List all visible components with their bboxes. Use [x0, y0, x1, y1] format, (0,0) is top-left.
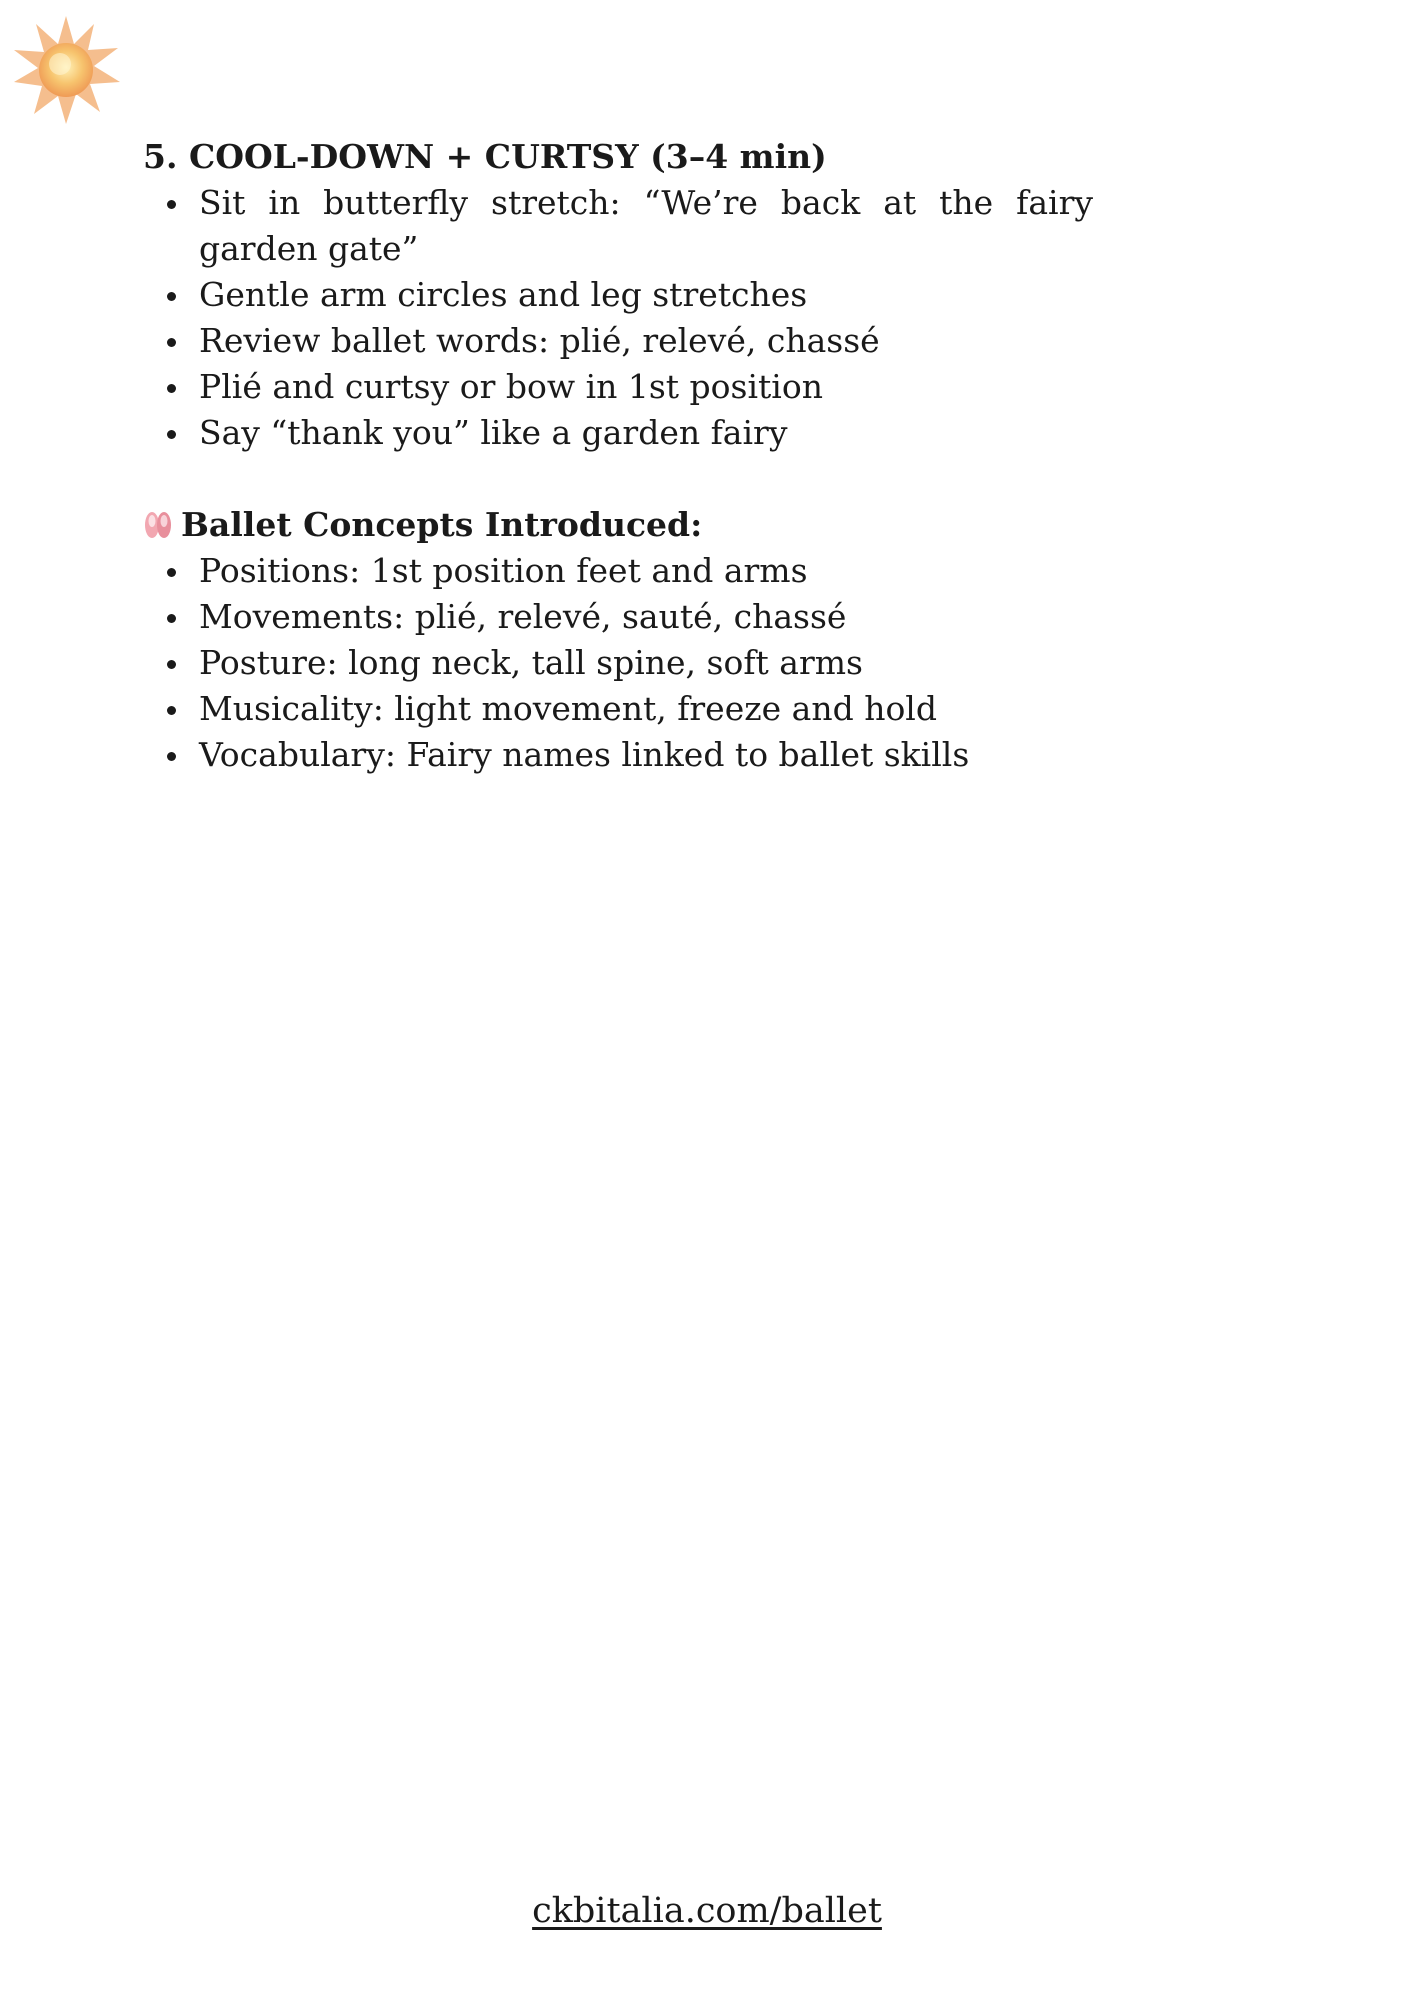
- list-item: Vocabulary: Fairy names linked to ballet skills: [143, 732, 1093, 778]
- list-item: Review ballet words: plié, relevé, chassé: [143, 318, 1093, 364]
- footer-website-link[interactable]: ckbitalia.com/ballet: [532, 1891, 882, 1931]
- list-item: Say “thank you” like a garden fairy: [143, 410, 1093, 456]
- list-item: Movements: plié, relevé, sauté, chassé: [143, 594, 1093, 640]
- list-item: Plié and curtsy or bow in 1st position: [143, 364, 1093, 410]
- cooldown-section: [143, 134, 1093, 456]
- cooldown-list: [143, 180, 1093, 456]
- concepts-list: [143, 548, 1093, 778]
- section-spacer: [143, 456, 1093, 502]
- list-item: Posture: long neck, tall spine, soft arms: [143, 640, 1093, 686]
- list-item: Sit in butterfly stretch: “We’re back at the fairy garden gate”: [143, 180, 1093, 272]
- concepts-heading-row: [143, 502, 1093, 548]
- concepts-heading: Ballet Concepts Introduced:: [181, 505, 703, 544]
- list-item: Gentle arm circles and leg stretches: [143, 272, 1093, 318]
- list-item: Musicality: light movement, freeze and hold: [143, 686, 1093, 732]
- sun-logo-icon: [10, 14, 122, 126]
- ballet-shoes-icon: [143, 508, 173, 542]
- list-item: Positions: 1st position feet and arms: [143, 548, 1093, 594]
- concepts-section: [143, 502, 1093, 778]
- document-body: [143, 134, 1093, 778]
- cooldown-heading: 5. COOL-DOWN + CURTSY (3–4 min): [143, 137, 827, 176]
